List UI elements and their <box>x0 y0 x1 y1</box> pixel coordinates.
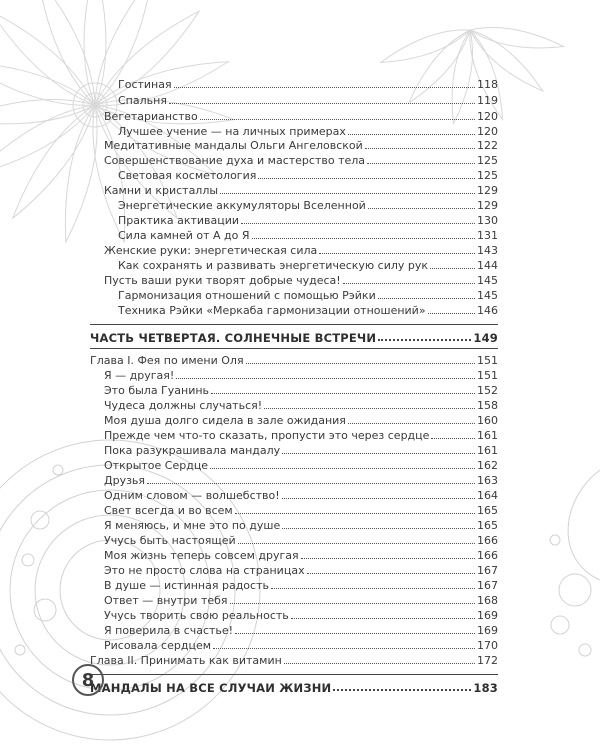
dot-leader <box>174 87 475 88</box>
dot-leader <box>307 573 475 574</box>
toc-entry[interactable]: Ответ — внутри тебя 168 <box>104 594 498 607</box>
toc-entry[interactable]: Как сохранять и развивать энергетическую силу рук 144 <box>118 259 498 272</box>
dot-leader <box>220 193 475 194</box>
dot-leader <box>282 498 475 499</box>
dot-leader <box>348 134 475 135</box>
dot-leader <box>169 103 475 104</box>
toc-entry[interactable]: Моя душа долго сидела в зале ожидания 160 <box>104 414 498 427</box>
dot-leader <box>282 453 475 454</box>
dot-leader <box>264 408 475 409</box>
toc-entry[interactable]: Световая косметология 125 <box>118 169 498 182</box>
dot-leader <box>282 528 475 529</box>
toc-entry[interactable]: Спальня 119 <box>118 94 498 107</box>
page-number-badge <box>72 664 104 696</box>
toc-entry[interactable]: Учусь быть настоящей 166 <box>104 534 498 547</box>
toc-entry[interactable]: Лучшее учение — на личных примерах 120 <box>118 125 498 138</box>
dot-leader <box>246 363 475 364</box>
dot-leader <box>378 339 471 341</box>
toc-entry[interactable]: Это не просто слова на страницах 167 <box>104 564 498 577</box>
dot-leader <box>431 438 475 439</box>
toc-entry[interactable]: Практика активации 130 <box>118 214 498 227</box>
toc-entry[interactable]: Друзья 163 <box>104 474 498 487</box>
dot-leader <box>210 468 475 469</box>
toc-entry[interactable]: Учусь творить свою реальность 169 <box>104 609 498 622</box>
toc-part-heading[interactable]: МАНДАЛЫ НА ВСЕ СЛУЧАИ ЖИЗНИ 183 <box>90 681 498 695</box>
toc-entry[interactable]: Я поверила в счастье! 169 <box>104 624 498 637</box>
dot-leader <box>333 689 471 691</box>
dot-leader <box>428 313 475 314</box>
section-divider <box>90 674 498 675</box>
dot-leader <box>258 178 475 179</box>
dot-leader <box>213 648 475 649</box>
toc-entry[interactable]: Гармонизация отношений с помощью Рэйки 145 <box>118 289 498 302</box>
toc-entry[interactable]: Энергетические аккумуляторы Вселенной 129 <box>118 199 498 212</box>
dot-leader <box>343 283 475 284</box>
dot-leader <box>271 588 475 589</box>
toc-part-heading[interactable]: ЧАСТЬ ЧЕТВЕРТАЯ. СОЛНЕЧНЫЕ ВСТРЕЧИ 149 <box>90 331 498 345</box>
toc-entry[interactable]: Чудеса должны случаться! 158 <box>104 399 498 412</box>
toc-entry[interactable]: Сила камней от А до Я 131 <box>118 229 498 242</box>
toc-entry[interactable]: Пусть ваши руки творят добрые чудеса! 145 <box>104 274 498 287</box>
dot-leader <box>200 119 475 120</box>
dot-leader <box>230 603 475 604</box>
toc-entry[interactable]: Медитативные мандалы Ольги Ангеловской 122 <box>104 139 498 152</box>
toc-entry[interactable]: Открытое Сердце 162 <box>104 459 498 472</box>
dot-leader <box>284 663 475 664</box>
dot-leader <box>211 393 475 394</box>
dot-leader <box>319 253 475 254</box>
dot-leader <box>301 558 475 559</box>
dot-leader <box>241 223 475 224</box>
dot-leader <box>291 618 475 619</box>
dot-leader <box>378 298 475 299</box>
toc-entry[interactable]: Камни и кристаллы 129 <box>104 184 498 197</box>
dot-leader <box>348 423 475 424</box>
dot-leader <box>147 483 475 484</box>
dot-leader <box>368 208 475 209</box>
section-divider <box>90 324 498 325</box>
dot-leader <box>235 633 475 634</box>
toc-entry[interactable]: Рисовала сердцем 170 <box>104 639 498 652</box>
section-divider <box>90 348 498 349</box>
toc-entry[interactable]: Я — другая! 151 <box>104 369 498 382</box>
dot-leader <box>367 163 475 164</box>
dot-leader <box>430 268 475 269</box>
toc-entry[interactable]: Совершенствование духа и мастерство тела 125 <box>104 154 498 167</box>
dot-leader <box>235 513 475 514</box>
toc-entry[interactable]: Гостиная 118 <box>118 78 498 91</box>
toc-entry[interactable]: Это была Гуанинь 152 <box>104 384 498 397</box>
toc-chapter[interactable]: Глава II. Принимать как витамин 172 <box>90 654 498 667</box>
dot-leader <box>176 378 475 379</box>
toc-entry[interactable]: Я меняюсь, и мне это по душе 165 <box>104 519 498 532</box>
toc-entry[interactable]: Моя жизнь теперь совсем другая 166 <box>104 549 498 562</box>
toc-entry[interactable]: Свет всегда и во всем 165 <box>104 504 498 517</box>
toc-entry[interactable]: Вегетарианство 120 <box>104 110 498 123</box>
toc-entry[interactable]: Одним словом — волшебство! 164 <box>104 489 498 502</box>
dot-leader <box>365 148 475 149</box>
toc-entry[interactable]: Женские руки: энергетическая сила 143 <box>104 244 498 257</box>
page-number: 8 <box>81 669 95 691</box>
dot-leader <box>252 238 475 239</box>
toc-entry[interactable]: Прежде чем что-то сказать, пропусти это через сердце 161 <box>104 429 498 442</box>
dot-leader <box>238 543 475 544</box>
toc-entry[interactable]: В душе — истинная радость 167 <box>104 579 498 592</box>
toc-chapter[interactable]: Глава I. Фея по имени Оля 151 <box>90 354 498 367</box>
toc-entry[interactable]: Пока разукрашивала мандалу 161 <box>104 444 498 457</box>
toc-entry[interactable]: Техника Рэйки «Меркаба гармонизации отношений» 146 <box>118 304 498 317</box>
